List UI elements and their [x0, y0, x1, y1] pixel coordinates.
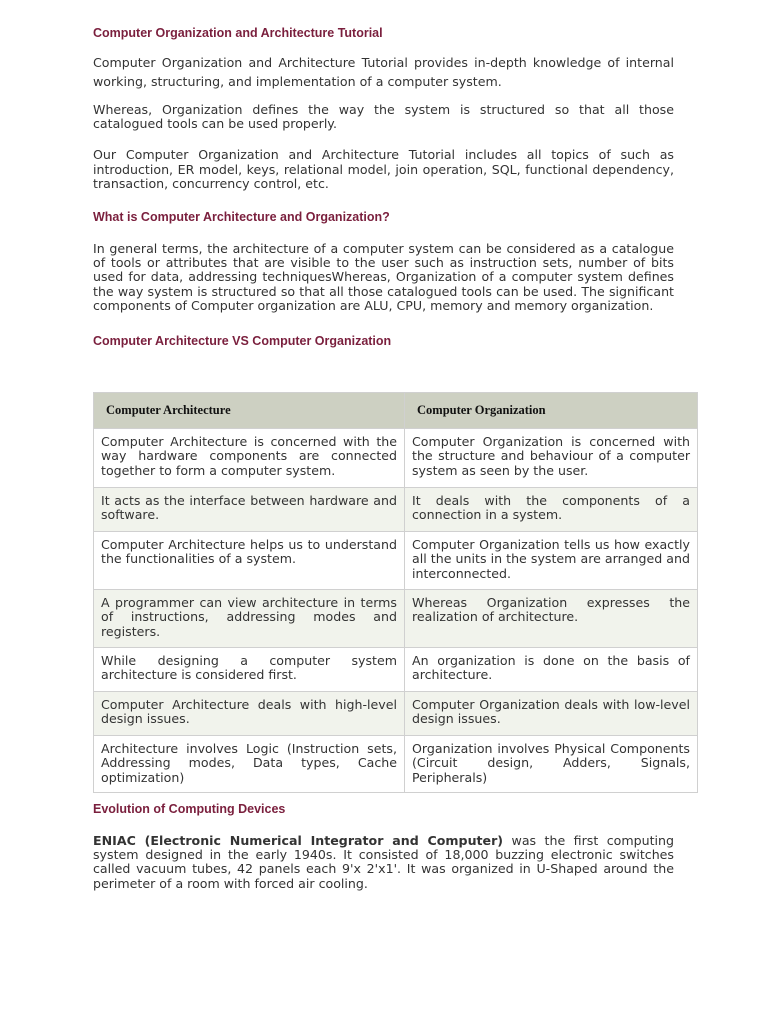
- table-cell-organization: It deals with the components of a connection in a system.: [405, 488, 698, 532]
- whereas-paragraph: Whereas, Organization defines the way the system is structured so that all those catalogued tools can be used properly.: [93, 102, 674, 132]
- eniac-description: was the first computing system designed in the early 1940s. It consisted of 18,000 buzzing electronic switches called vacuum tubes, 42 panels each 9'x 2'x1'. It was organized in U-Shaped around the perimeter of a room with forced air cooling.: [93, 833, 675, 891]
- section-heading-vs: Computer Architecture VS Computer Organization: [93, 334, 392, 349]
- table-cell-architecture: Architecture involves Logic (Instruction sets, Addressing modes, Data types, Cache optimization): [94, 736, 405, 793]
- table-cell-architecture: A programmer can view architecture in terms of instructions, addressing modes and registers.: [94, 590, 405, 648]
- table-row: [94, 736, 698, 793]
- section-heading-what-is: What is Computer Architecture and Organization?: [93, 210, 390, 225]
- table-row: [94, 488, 698, 532]
- general-terms-paragraph: In general terms, the architecture of a computer system can be considered as a catalogue of tools or attributes that are visible to the user such as instruction sets, number of bits used for data, addressing techniquesWhereas, Organization of a computer system defines the way system is structured so that all those catalogued tools can be used. The significant components of Computer organization are ALU, CPU, memory and memory organization.: [93, 241, 674, 313]
- eniac-bold-term: ENIAC (Electronic Numerical Integrator and Computer): [93, 833, 504, 848]
- intro-paragraph: Computer Organization and Architecture Tutorial provides in-depth knowledge of internal working, structuring, and implementation of a computer system.: [93, 55, 674, 89]
- table-cell-architecture: Computer Architecture deals with high-level design issues.: [94, 692, 405, 736]
- topics-paragraph: Our Computer Organization and Architecture Tutorial includes all topics of such as introduction, ER model, keys, relational model, join operation, SQL, functional dependency, transaction, concurrency control, etc.: [93, 147, 674, 191]
- eniac-paragraph: [93, 834, 674, 891]
- table-header-organization: Computer Organization: [405, 393, 698, 429]
- table-row: [94, 692, 698, 736]
- document-page: [93, 24, 690, 891]
- table-cell-organization: Computer Organization tells us how exactly all the units in the system are arranged and interconnected.: [405, 532, 698, 590]
- table-header-row: [94, 393, 698, 429]
- table-cell-organization: Organization involves Physical Components (Circuit design, Adders, Signals, Peripherals): [405, 736, 698, 793]
- page-title: Computer Organization and Architecture Tutorial: [93, 26, 383, 40]
- table-row: [94, 648, 698, 692]
- table-row: [94, 590, 698, 648]
- table-cell-architecture: Computer Architecture is concerned with the way hardware components are connected together to form a computer system.: [94, 429, 405, 488]
- table-cell-organization: Computer Organization is concerned with the structure and behaviour of a computer system as seen by the user.: [405, 429, 698, 488]
- table-cell-organization: An organization is done on the basis of architecture.: [405, 648, 698, 692]
- table-row: [94, 532, 698, 590]
- comparison-table: [93, 392, 698, 793]
- table-cell-architecture: Computer Architecture helps us to understand the functionalities of a system.: [94, 532, 405, 590]
- table-cell-architecture: It acts as the interface between hardware and software.: [94, 488, 405, 532]
- table-row: [94, 429, 698, 488]
- table-header-architecture: Computer Architecture: [94, 393, 405, 429]
- table-cell-organization: Whereas Organization expresses the realization of architecture.: [405, 590, 698, 648]
- section-heading-evolution: Evolution of Computing Devices: [93, 802, 286, 816]
- table-cell-architecture: While designing a computer system architecture is considered first.: [94, 648, 405, 692]
- table-cell-organization: Computer Organization deals with low-level design issues.: [405, 692, 698, 736]
